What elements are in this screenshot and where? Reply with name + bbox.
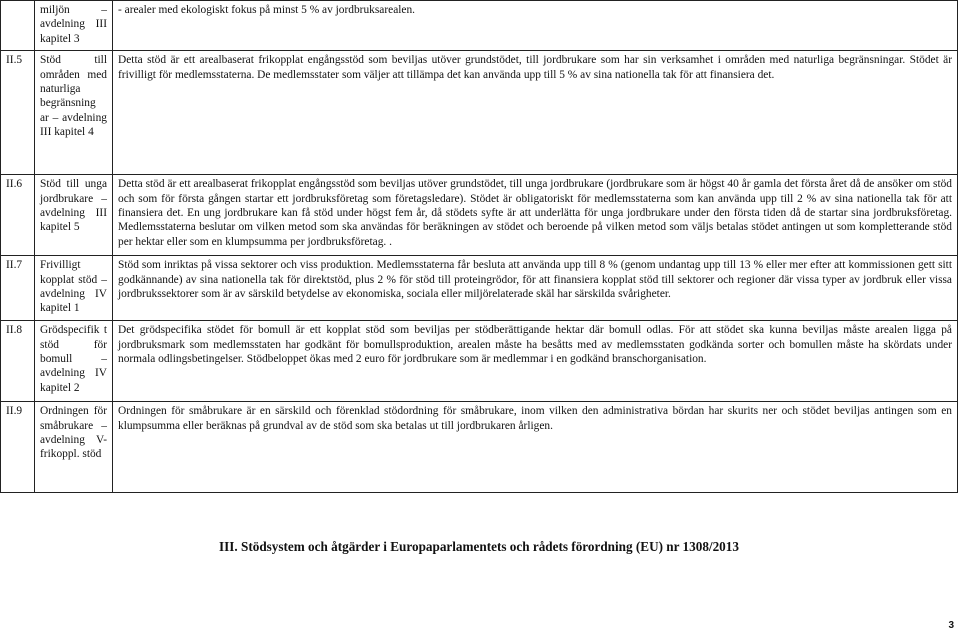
- paragraph: Detta stöd är ett arealbaserat frikopplat engångsstöd som beviljas utöver grundstödet, till jordbrukare som har sin verksamhet i områden med naturliga begränsningar. Stödet är frivilligt för medlemsstaterna. De medlemsstater som väljer att tillämpa det kan använda upp till 5 % av sina nationella tak för att finansiera det.: [118, 54, 952, 81]
- table-row: [1, 321, 958, 402]
- row-label: Stöd till områden med naturliga begränsning ar – avdelning III kapitel 4: [35, 51, 113, 175]
- row-label: Stöd till unga jordbrukare – avdelning III kapitel 5: [35, 175, 113, 256]
- paragraph: Stöd som inriktas på vissa sektorer och viss produktion. Medlemsstaterna får besluta att använda upp till 8 % (genom undantag upp till 13 % eller mer efter att kommissionen gett sitt godkännande) av sina nationella tak för direktstöd, plus 2 % för stöd till proteingrödor, för att finansiera kopplat stöd till sektorer och regioner där vissa typer av jordbruk eller vissa jordbrukssektorer som är av särskild betydelse av ekonomiska, sociala eller miljörelaterade skäl har särskilda svårigheter.: [118, 259, 952, 301]
- row-label: miljön – avdelning III kapitel 3: [35, 1, 113, 51]
- table-row: [1, 402, 958, 493]
- page-number: 3: [948, 620, 954, 631]
- row-text: [113, 1, 958, 51]
- row-text: [113, 321, 958, 402]
- table-row: [1, 256, 958, 321]
- row-label: Grödspecifik t stöd för bomull – avdelning IV kapitel 2: [35, 321, 113, 402]
- paragraph: Det grödspecifika stödet för bomull är ett kopplat stöd som beviljas per stödberättigande hektar där bomull odlas. För att stödet ska kunna beviljas måste arealen ligga på jordbruksmark som medlemsstaten har godkänt för bomullsproduktion, arealen måste ha besåtts med av medlemsstaten godkända sorter och bomullen måste ha skördats under normala odlingsbetingelser. Stödbeloppet ökas med 2 euro för jordbrukare som är medlemmar i en godkänd branschorganisation.: [118, 324, 952, 366]
- row-number: II.6: [1, 175, 35, 256]
- row-text: [113, 175, 958, 256]
- table-row: [1, 175, 958, 256]
- row-number: [1, 1, 35, 51]
- row-number: II.5: [1, 51, 35, 175]
- section-heading: III. Stödsystem och åtgärder i Europaparlamentets och rådets förordning (EU) nr 1308/2013: [219, 539, 739, 554]
- table-row: [1, 51, 958, 175]
- row-number: II.8: [1, 321, 35, 402]
- row-number: II.9: [1, 402, 35, 493]
- paragraph: Ordningen för småbrukare är en särskild och förenklad stödordning för småbrukare, inom vilken den administrativa bördan har skurits ner och stödet beviljas antingen som en klumpsumma eller beräknas på grundval av de stöd som ska betalas ut till jordbrukaren årligen.: [118, 405, 952, 432]
- paragraph: Detta stöd är ett arealbaserat frikopplat engångsstöd som beviljas utöver grundstödet, till unga jordbrukare (jordbrukare som är högst 40 år gamla det första året då de ansöker om stöd och som för första gången startar ett jordbruksföretag som företagsledare). Stödet är obligatoriskt för medlemsstaterna som kan använda upp till 2 % av sina nationella tak för att finansiera det. En ung jordbrukare kan få stöd under högst fem år, då stödets syfte är att underlätta för unga jordbrukare under den första tiden då de startar sina jordbruksföretag. Medlemsstaterna beslutar om vilken metod som ska användas för beräkningen av stödet och beroende på vilken metod som väljs betalas stödet antingen ut som kompletterande stöd per hektar eller som en klumpsumma per jordbruksföretag. .: [118, 178, 952, 248]
- row-text: [113, 256, 958, 321]
- row-number: II.7: [1, 256, 35, 321]
- table-row: [1, 1, 958, 51]
- row-text: [113, 51, 958, 175]
- row-text: [113, 402, 958, 493]
- paragraph: - arealer med ekologiskt fokus på minst 5 % av jordbruksarealen.: [118, 4, 416, 16]
- row-label: Ordningen för småbrukare – avdelning V- frikoppl. stöd: [35, 402, 113, 493]
- row-label: Frivilligt kopplat stöd – avdelning IV kapitel 1: [35, 256, 113, 321]
